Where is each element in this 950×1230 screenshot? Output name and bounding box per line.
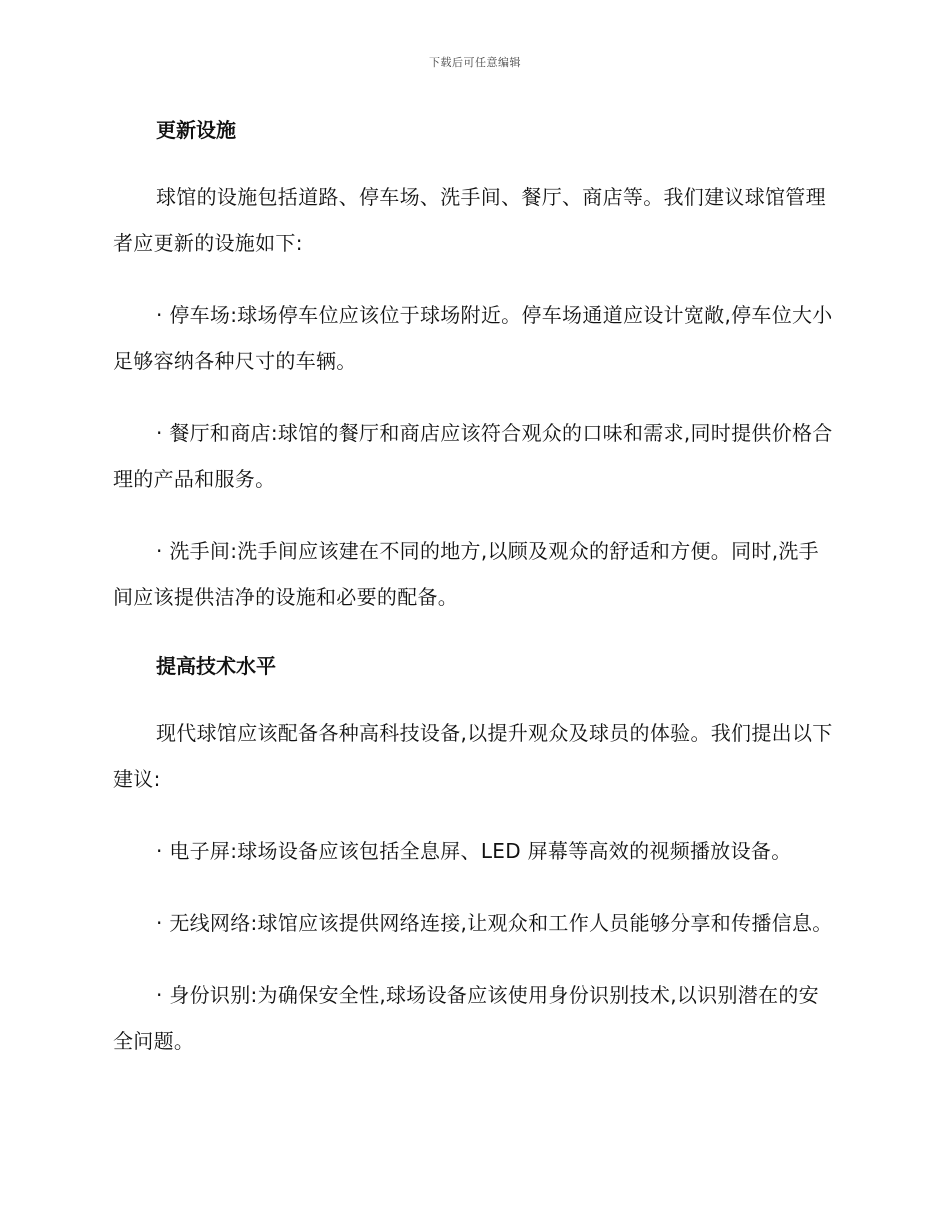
intro-paragraph: 现代球馆应该配备各种高科技设备,以提升观众及球员的体验。我们提出以下建议: (113, 721, 833, 791)
section-heading: 提高技术水平 (156, 654, 276, 678)
bullet-parking: · 停车场:球场停车位应该位于球场附近。停车场通道应设计宽敞,停车位大小足够容纳各种尺寸的车辆。 (113, 303, 833, 373)
section-heading: 更新设施 (156, 118, 236, 142)
bullet-electronic-screen: · 电子屏:球场设备应该包括全息屏、LED 屏幕等高效的视频播放设备。 (156, 839, 792, 863)
page-header: 下载后可任意编辑 (429, 56, 521, 69)
bullet-wireless-network: · 无线网络:球馆应该提供网络连接,让观众和工作人员能够分享和传播信息。 (156, 911, 833, 935)
bullet-identity-recognition: · 身份识别:为确保安全性,球场设备应该使用身份识别技术,以识别潜在的安全问题。 (113, 983, 819, 1053)
section-update-facilities (113, 110, 833, 620)
intro-paragraph: 球馆的设施包括道路、停车场、洗手间、餐厅、商店等。我们建议球馆管理者应更新的设施如下: (113, 185, 826, 255)
section-improve-technology (113, 646, 833, 1064)
document-body (113, 110, 833, 1090)
bullet-restaurant-shop: · 餐厅和商店:球馆的餐厅和商店应该符合观众的口味和需求,同时提供价格合理的产品和服务。 (113, 421, 833, 491)
bullet-restroom: · 洗手间:洗手间应该建在不同的地方,以顾及观众的舒适和方便。同时,洗手间应该提供洁净的设施和必要的配备。 (113, 539, 819, 609)
